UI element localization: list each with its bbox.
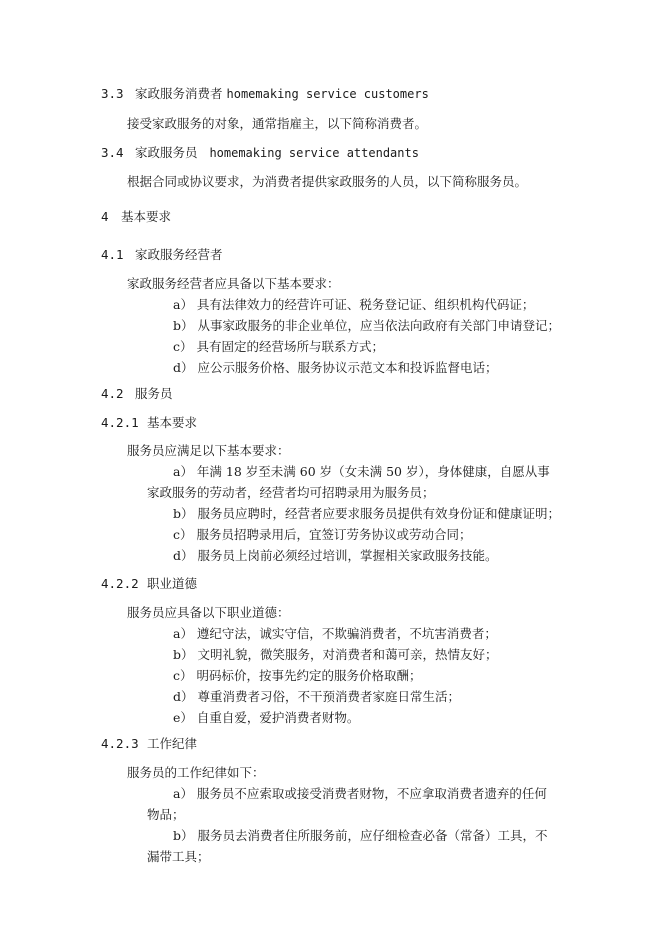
- section-number: 4.2.1: [101, 415, 139, 430]
- list-item: b） 服务员去消费者住所服务前，应仔细检查必备（常备）工具，不: [173, 828, 548, 843]
- section-number: 4.2.2: [101, 576, 139, 591]
- section-heading-4-2-2: [101, 574, 197, 592]
- list-item-continuation: 漏带工具；: [147, 849, 210, 864]
- section-title-en: homemaking service customers: [226, 87, 429, 101]
- list-item: a） 遵纪守法，诚实守信，不欺骗消费者，不坑害消费者；: [173, 626, 497, 641]
- paragraph-intro: 家政服务经营者应具备以下基本要求：: [127, 276, 340, 291]
- list-item: a） 具有法律效力的经营许可证、税务登记证、组织机构代码证；: [173, 297, 535, 312]
- list-item: e） 自重自爱，爱护消费者财物。: [173, 710, 360, 725]
- section-heading-4-2-3: [101, 734, 197, 752]
- list-item: c） 明码标价，按事先约定的服务价格取酬；: [173, 668, 422, 683]
- section-title: 工作纪律: [147, 736, 198, 751]
- section-number: 4: [101, 209, 109, 224]
- section-number: 3.3: [101, 86, 124, 101]
- section-heading-4-2: [101, 384, 173, 402]
- list-item: b） 从事家政服务的非企业单位，应当依法向政府有关部门申请登记；: [173, 318, 560, 333]
- section-title: 家政服务经营者: [135, 247, 223, 262]
- section-heading-4: [101, 207, 171, 225]
- list-item: a） 服务员不应索取或接受消费者财物，不应拿取消费者遗弃的任何: [173, 786, 547, 801]
- section-number: 4.2: [101, 386, 124, 401]
- list-item-continuation: 家政服务的劳动者，经营者均可招聘录用为服务员；: [147, 485, 435, 500]
- paragraph-intro: 服务员应具备以下职业道德：: [127, 605, 290, 620]
- section-heading-3-3: [101, 84, 429, 102]
- section-title: 家政服务员: [135, 145, 198, 160]
- list-item: c） 具有固定的经营场所与联系方式；: [173, 339, 384, 354]
- list-item: d） 应公示服务价格、服务协议示范文本和投诉监督电话；: [173, 360, 498, 375]
- list-item: b） 服务员应聘时，经营者应要求服务员提供有效身份证和健康证明；: [173, 506, 560, 521]
- section-heading-4-1: [101, 245, 223, 263]
- section-title: 职业道德: [147, 576, 198, 591]
- section-title: 家政服务消费者: [135, 86, 223, 101]
- definition-text: 接受家政服务的对象，通常指雇主，以下简称消费者。: [127, 116, 428, 131]
- section-title: 基本要求: [121, 209, 172, 224]
- section-heading-4-2-1: [101, 413, 197, 431]
- list-item: d） 服务员上岗前必须经过培训，掌握相关家政服务技能。: [173, 548, 498, 563]
- definition-text: 根据合同或协议要求，为消费者提供家政服务的人员，以下简称服务员。: [127, 174, 528, 189]
- section-heading-3-4: [101, 143, 419, 161]
- section-number: 3.4: [101, 145, 124, 160]
- section-title-en: homemaking service attendants: [209, 146, 419, 160]
- paragraph-intro: 服务员的工作纪律如下：: [127, 765, 265, 780]
- list-item: b） 文明礼貌，微笑服务，对消费者和蔼可亲，热情友好；: [173, 647, 498, 662]
- paragraph-intro: 服务员应满足以下基本要求：: [127, 443, 290, 458]
- section-title: 基本要求: [147, 415, 198, 430]
- section-number: 4.2.3: [101, 736, 139, 751]
- list-item: d） 尊重消费者习俗，不干预消费者家庭日常生活；: [173, 689, 460, 704]
- list-item-continuation: 物品；: [147, 807, 185, 822]
- section-number: 4.1: [101, 247, 124, 262]
- list-item: c） 服务员招聘录用后，宜签订劳务协议或劳动合同；: [173, 527, 472, 542]
- section-title: 服务员: [135, 386, 173, 401]
- list-item: a） 年满 18 岁至未满 60 岁（女未满 50 岁），身体健康，自愿从事: [173, 464, 550, 479]
